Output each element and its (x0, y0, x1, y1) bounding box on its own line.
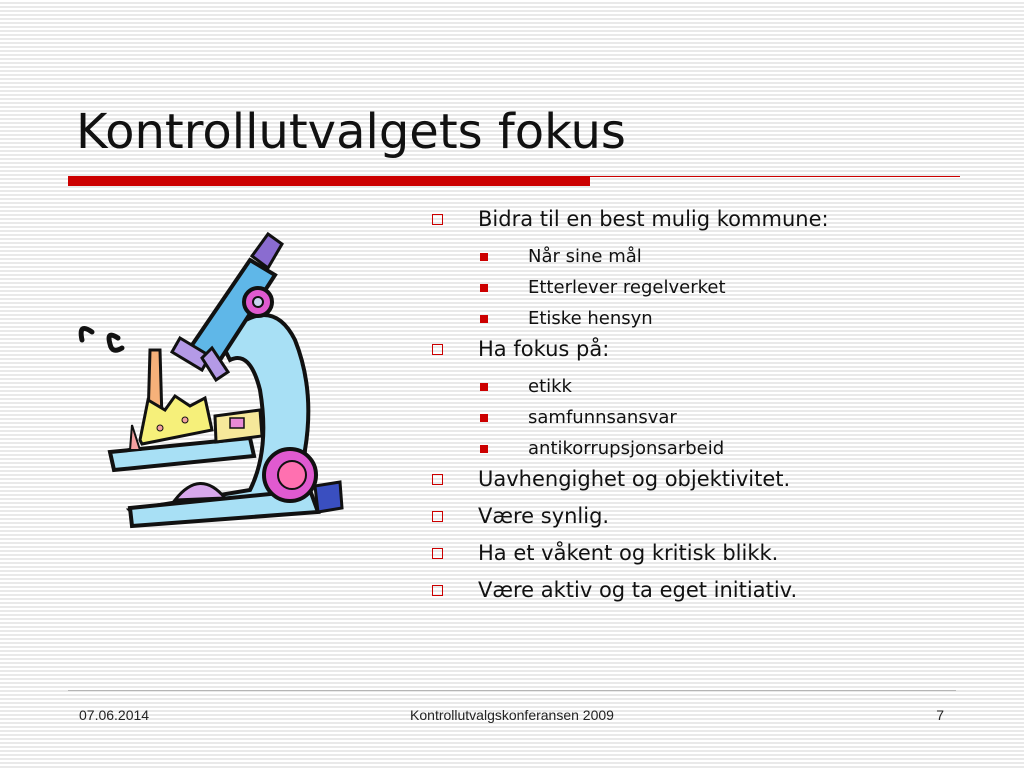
title-underline-thin (590, 176, 960, 177)
footer-date: 07.06.2014 (79, 707, 150, 723)
filled-square-bullet-icon (480, 414, 488, 422)
bullet-item (430, 204, 990, 235)
sub-bullet-text: Etterlever regelverket (528, 277, 726, 298)
filled-square-bullet-icon (480, 315, 488, 323)
bullet-item (430, 464, 990, 495)
sub-bullet-text: antikorrupsjonsarbeid (528, 438, 725, 459)
bullet-list (430, 204, 990, 612)
sub-bullet-item (430, 241, 990, 272)
slide-title: Kontrollutvalgets fokus (76, 104, 626, 160)
hollow-square-bullet-icon (432, 511, 443, 522)
sub-bullet-text: etikk (528, 376, 572, 397)
hollow-square-bullet-icon (432, 474, 443, 485)
bullet-item (430, 334, 990, 365)
sub-bullet-item (430, 303, 990, 334)
sub-bullet-item (430, 402, 990, 433)
sub-bullet-item (430, 433, 990, 464)
bullet-text: Ha fokus på: (478, 337, 610, 361)
bullet-item (430, 501, 990, 532)
bullet-text: Være synlig. (478, 504, 610, 528)
sub-bullet-text: samfunnsansvar (528, 407, 677, 428)
bullet-text: Være aktiv og ta eget initiativ. (478, 578, 798, 602)
bullet-text: Bidra til en best mulig kommune: (478, 207, 829, 231)
filled-square-bullet-icon (480, 253, 488, 261)
hollow-square-bullet-icon (432, 214, 443, 225)
filled-square-bullet-icon (480, 383, 488, 391)
hollow-square-bullet-icon (432, 548, 443, 559)
sub-bullet-item (430, 371, 990, 402)
bullet-text: Uavhengighet og objektivitet. (478, 467, 791, 491)
hollow-square-bullet-icon (432, 344, 443, 355)
microscope-clipart-icon (70, 220, 350, 540)
bullet-text: Ha et våkent og kritisk blikk. (478, 541, 779, 565)
sub-bullet-text: Etiske hensyn (528, 308, 653, 329)
bullet-item (430, 575, 990, 606)
bullet-item (430, 538, 990, 569)
filled-square-bullet-icon (480, 445, 488, 453)
hollow-square-bullet-icon (432, 585, 443, 596)
sub-bullet-text: Når sine mål (528, 246, 642, 267)
footer-title: Kontrollutvalgskonferansen 2009 (410, 707, 614, 723)
title-underline-thick (68, 176, 590, 186)
page-number: 7 (936, 707, 944, 723)
sub-bullet-item (430, 272, 990, 303)
filled-square-bullet-icon (480, 284, 488, 292)
footer-divider (68, 690, 956, 691)
